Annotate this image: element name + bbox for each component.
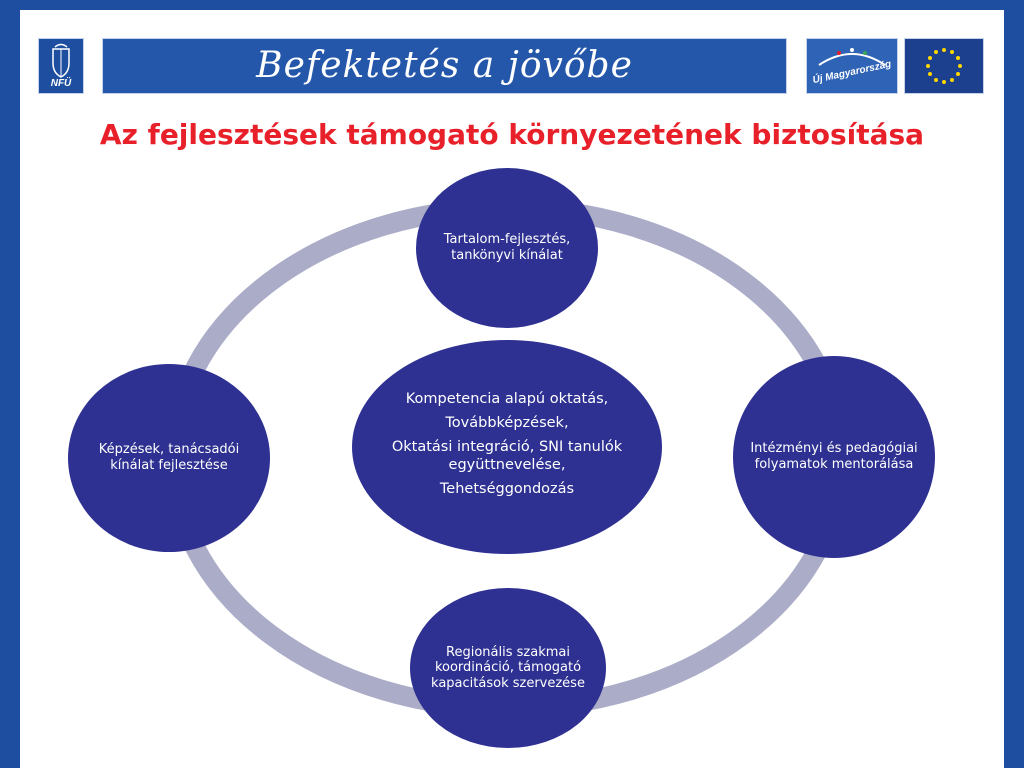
node-left <box>68 364 270 552</box>
node-bottom <box>410 588 606 748</box>
node-top-label: Tartalom-fejlesztés, tankönyvi kínálat <box>443 232 571 263</box>
uj-magyarorszag-text: Új Magyarország <box>811 58 893 87</box>
center-line-1: Kompetencia alapú oktatás, <box>405 390 609 407</box>
node-right <box>733 356 935 558</box>
node-top <box>416 168 598 328</box>
banner-slogan: Befektetés a jövőbe <box>256 45 633 86</box>
node-left-label: Képzések, tanácsadói kínálat fejlesztése <box>98 442 240 473</box>
page-title: Az fejlesztések támogató környezetének biztosítása <box>99 118 925 151</box>
nfu-logo-text: NFÜ <box>50 78 72 89</box>
node-center <box>352 340 662 554</box>
node-right-label: Intézményi és pedagógiai folyamatok mentorálása <box>750 441 918 472</box>
center-line-4: Tehetséggondozás <box>439 481 575 498</box>
center-line-2: Továbbképzések, <box>445 414 569 431</box>
node-center-content <box>352 389 662 506</box>
center-line-3: Oktatási integráció, SNI tanulók együttnevelése, <box>391 439 623 473</box>
node-bottom-label: Regionális szakmai koordináció, támogató kapacitások szervezése <box>431 644 585 691</box>
